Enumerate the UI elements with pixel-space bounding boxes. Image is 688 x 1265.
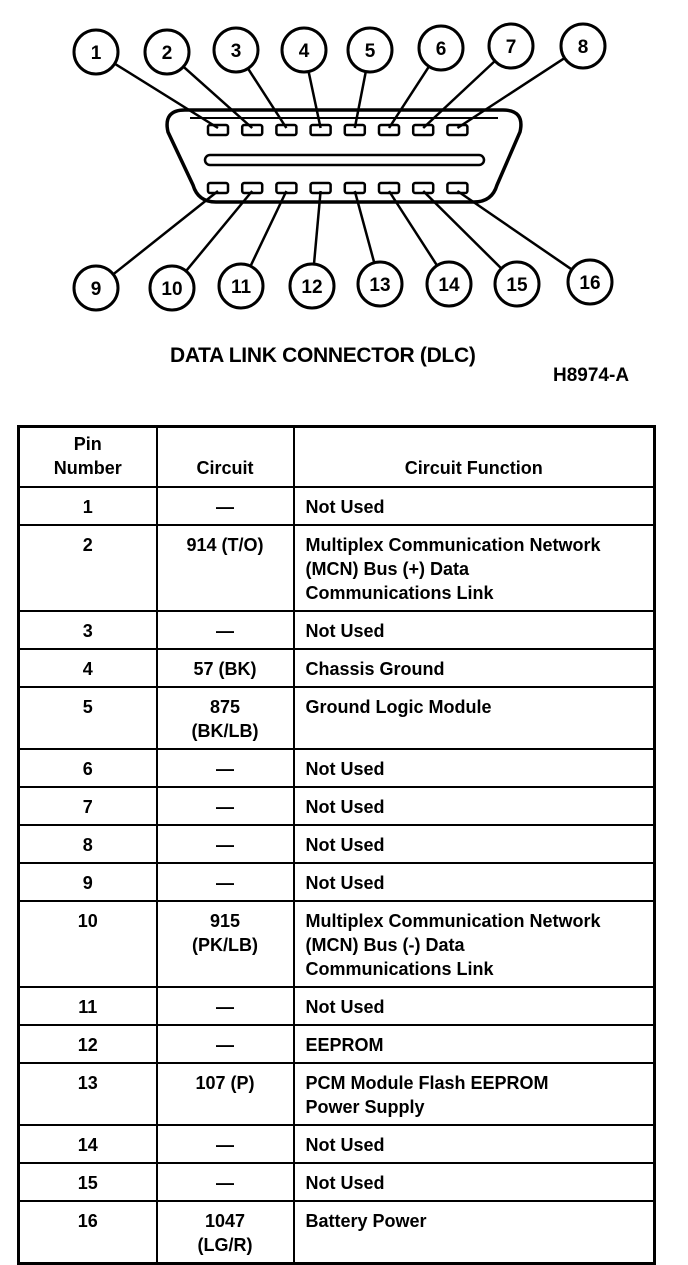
circuit-cell: — [157,787,294,825]
pin-number-cell: 7 [19,787,157,825]
connector-key-bar [205,155,484,165]
circuit-cell: — [157,487,294,525]
pin-number-cell: 4 [19,649,157,687]
pin-number-cell: 16 [19,1201,157,1264]
table-row [19,1201,655,1264]
pin-number-cell: 1 [19,487,157,525]
circuit-cell: 915 (PK/LB) [157,901,294,987]
table-row [19,1025,655,1063]
table-row [19,787,655,825]
callout-line-3 [248,68,286,128]
figure-id: H8974-A [553,365,630,386]
circuit-cell: — [157,863,294,901]
table-row [19,1063,655,1125]
pin-callout-label-12: 12 [301,277,323,298]
pin-callout-label-16: 16 [579,273,601,294]
pin-number-cell: 14 [19,1125,157,1163]
circuit-function-cell: Not Used [294,987,655,1025]
pin-callout-label-10: 10 [161,279,183,300]
pin-callout-label-1: 1 [90,43,102,64]
circuit-cell: 107 (P) [157,1063,294,1125]
pin-layer [208,125,467,193]
table-row [19,749,655,787]
circuit-cell: 914 (T/O) [157,525,294,611]
pin-number-cell: 3 [19,611,157,649]
circuit-function-cell: Not Used [294,1163,655,1201]
circuit-function-cell: PCM Module Flash EEPROM Power Supply [294,1063,655,1125]
circuit-function-cell: Not Used [294,825,655,863]
pin-callout-label-7: 7 [505,37,517,58]
pin-number-cell: 2 [19,525,157,611]
circuit-function-cell: Not Used [294,611,655,649]
circuit-cell: 875 (BK/LB) [157,687,294,749]
circuit-cell: — [157,825,294,863]
circuit-function-cell: Not Used [294,749,655,787]
pin-callout-label-5: 5 [364,41,376,62]
connector-diagram [0,0,688,400]
header-circuit: Circuit [157,427,294,488]
circuit-function-cell: Battery Power [294,1201,655,1264]
circuit-cell: — [157,1125,294,1163]
circuit-function-cell: Not Used [294,1125,655,1163]
circuit-function-cell: Not Used [294,863,655,901]
circuit-cell: — [157,611,294,649]
pin-number-cell: 9 [19,863,157,901]
pin-number-cell: 11 [19,987,157,1025]
pin-socket-8 [447,125,467,135]
circuit-function-cell: Ground Logic Module [294,687,655,749]
header-circuit-function: Circuit Function [294,427,655,488]
pin-number-cell: 8 [19,825,157,863]
pin-number-cell: 12 [19,1025,157,1063]
table-row [19,611,655,649]
table-body [19,487,655,1264]
pin-callout-label-8: 8 [577,37,589,58]
circuit-cell: — [157,987,294,1025]
pin-callout-label-6: 6 [435,39,447,60]
table-row [19,525,655,611]
circuit-function-cell: Not Used [294,487,655,525]
pin-callout-label-4: 4 [298,41,310,62]
table-row [19,649,655,687]
circuit-cell: 57 (BK) [157,649,294,687]
circuit-cell: — [157,1025,294,1063]
header-pin-line1: Pin [73,434,102,454]
table-row [19,1125,655,1163]
pin-callout-label-14: 14 [438,275,460,296]
callout-layer [74,24,612,310]
pin-number-cell: 5 [19,687,157,749]
table-row [19,487,655,525]
pin-table [17,425,656,1265]
circuit-cell: — [157,1163,294,1201]
table-row [19,825,655,863]
pin-number-cell: 15 [19,1163,157,1201]
pin-callout-label-15: 15 [506,275,528,296]
header-pin-number [19,427,157,488]
table-row [19,1163,655,1201]
table-row [19,987,655,1025]
pin-number-cell: 10 [19,901,157,987]
diagram-title: DATA LINK CONNECTOR (DLC) [170,344,476,367]
circuit-function-cell: Multiplex Communication Network (MCN) Bus (+) Data Communications Link [294,525,655,611]
pin-callout-label-3: 3 [230,41,242,62]
pin-number-cell: 6 [19,749,157,787]
pin-callout-label-11: 11 [230,277,252,298]
pin-callout-label-13: 13 [369,275,391,296]
pin-callout-label-2: 2 [161,43,173,64]
pin-socket-1 [208,125,228,135]
table-row [19,863,655,901]
table-row [19,687,655,749]
pin-callout-label-9: 9 [90,279,102,300]
callout-line-9 [113,191,218,274]
header-pin-line2: Number [53,458,122,478]
pin-number-cell: 13 [19,1063,157,1125]
circuit-function-cell: Chassis Ground [294,649,655,687]
circuit-cell: — [157,749,294,787]
circuit-function-cell: EEPROM [294,1025,655,1063]
circuit-function-cell: Multiplex Communication Network (MCN) Bus (-) Data Communications Link [294,901,655,987]
circuit-function-cell: Not Used [294,787,655,825]
callout-line-16 [457,191,571,270]
circuit-cell: 1047 (LG/R) [157,1201,294,1264]
table-row [19,901,655,987]
callout-line-5 [355,72,366,128]
table-header-row [19,427,655,488]
callout-line-4 [309,72,321,128]
